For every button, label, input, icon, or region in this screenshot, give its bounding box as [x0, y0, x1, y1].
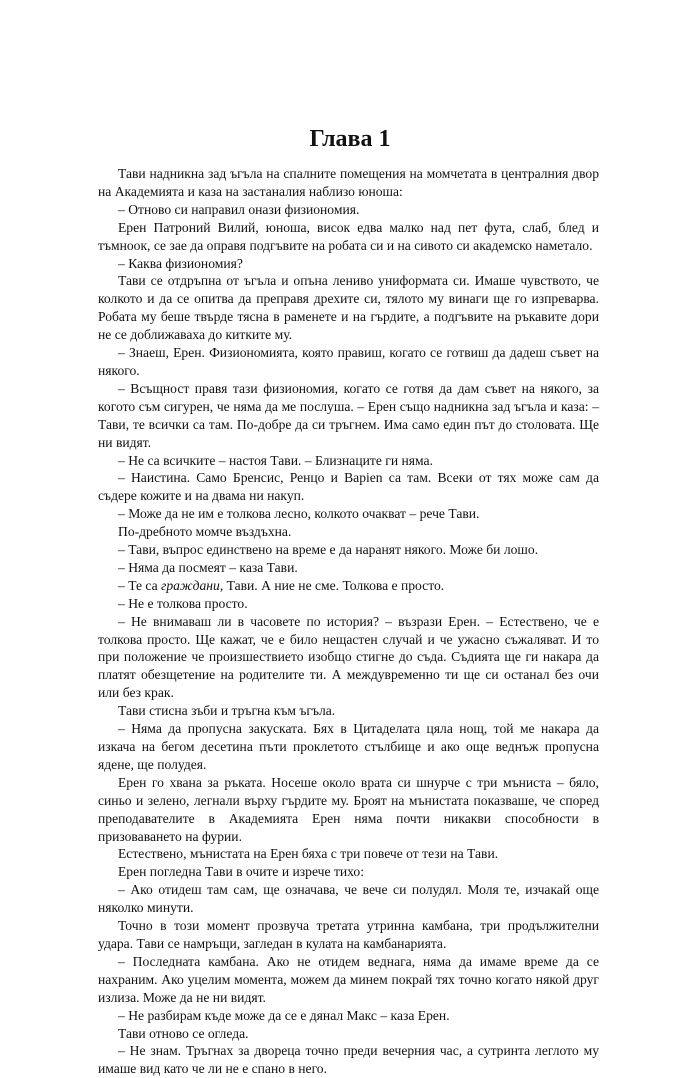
paragraph-text: , Тави. А ние не сме. Толкова е просто.: [219, 577, 445, 593]
paragraph: – Няма да посмеят – каза Тави.: [118, 559, 298, 575]
paragraph: – Може да не им е толкова лесно, колкото очакват – рече Тави.: [118, 506, 480, 522]
paragraph: – Не са всичките – настоя Тави. – Близнаците ги няма.: [118, 452, 433, 468]
chapter-title: Глава 1: [309, 126, 391, 152]
paragraph: Тави надникна зад ъгъла на спалните помещения на момчетата в централния двор на Академията и каза на застаналия наблизо юноша:: [98, 166, 599, 199]
chapter-body: [98, 165, 599, 1078]
paragraph: Ерен погледна Тави в очите и изрече тихо:: [118, 864, 365, 880]
paragraph: – Всъщност правя тази физиономия, когато се готвя да дам съвет на някого, за когото съм сигурен, че няма да ме послуша. – Ерен също надникна зад ъгъла и каза: – Тави, те всички са там. По-добре да си тръгнем. Има само един път до столовата. Ще ни видят.: [98, 380, 599, 450]
paragraph: Естествено, мънистата на Ерен бяха с три повече от тези на Тави.: [118, 846, 499, 862]
paragraph-text: – Те са: [118, 577, 162, 593]
paragraph: Тави стисна зъби и тръгна към ъгъла.: [118, 703, 336, 719]
paragraph-with-emphasis: [98, 577, 599, 595]
paragraph: – Наистина. Само Бренсис, Ренцо и Варien са там. Всеки от тях може сам да съдере кожите и на двама ни накуп.: [98, 470, 599, 504]
paragraph: – Няма да пропусна закуската. Бях в Цитаделата цяла нощ, той ме накара да изкача на бегом десетина пъти проклетото стълбище и ако още веднъж пропусна ядене, ще полудея.: [98, 721, 599, 772]
paragraph: – Не знам. Тръгнах за двореца точно преди вечерния час, а сутринта леглото му имаше вид като че ли не е спано в него.: [98, 1043, 599, 1077]
paragraph: Тави се отдръпна от ъгъла и опъна лениво униформата си. Имаше чувството, че колкото и да се опитва да преправя дрехите си, тялото му винаги ще го изпреварва. Робата му беше твърде тясна в раменете и на гърдите, а подгъвите на ръкавите дори не се доближаваха до китките му.: [98, 273, 599, 343]
paragraph: Тави отново се огледа.: [118, 1025, 249, 1041]
emphasized-word: граждани: [161, 577, 220, 593]
paragraph: – Знаеш, Ерен. Физиономията, която правиш, когато се готвиш да дадеш съвет на някого.: [98, 345, 599, 378]
paragraph: – Не внимаваш ли в часовете по история? – възрази Ерен. – Естествено, че е толкова просто. Ще кажат, че е било нещастен случай и че ужасно съжаляват. И то при положение че произшествието изобщо стигне до съда. Съдията ще ги накара да платят обезщетение на родителите ти. А междувременно ти ще си останал без очи или без крак.: [98, 613, 599, 701]
paragraph: Ерен го хвана за ръката. Носеше около врата си шнурче с три мъниста – бяло, синьо и зелено, легнали върху гърдите му. Броят на мънистата показваше, че според преподавателите в Академията Ерен няма почти никакви способности в призоваването на фурии.: [98, 774, 599, 844]
paragraph: – Каква физиономия?: [118, 255, 243, 271]
paragraph: – Не е толкова просто.: [118, 595, 248, 611]
paragraph: – Отново си направил онази физиономия.: [118, 201, 360, 217]
paragraph: Точно в този момент прозвуча третата утринна камбана, три продължителни удара. Тави се намръщи, загледан в кулата на камбанарията.: [98, 918, 599, 951]
paragraph: По-дребното момче въздъхна.: [118, 524, 292, 540]
paragraph: Ерен Патроний Вилий, юноша, висок едва малко над пет фута, слаб, блед и тъмноок, се зае да оправя подгъвите на робата си и на сивото си академско наметало.: [98, 219, 599, 253]
paragraph: – Ако отидеш там сам, ще означава, че вече си полудял. Моля те, изчакай още няколко минути.: [98, 882, 599, 916]
paragraph: – Не разбирам къде може да се е дянал Макс – каза Ерен.: [118, 1007, 450, 1023]
paragraph: – Последната камбана. Ако не отидем веднага, няма да имаме време да се нахраним. Ако уцелим момента, можем да минем покрай тях точно когато някой друг излиза. Може да не ни видят.: [98, 953, 599, 1005]
paragraph: – Тави, въпрос единствено на време е да наранят някого. Може би лошо.: [118, 542, 539, 558]
